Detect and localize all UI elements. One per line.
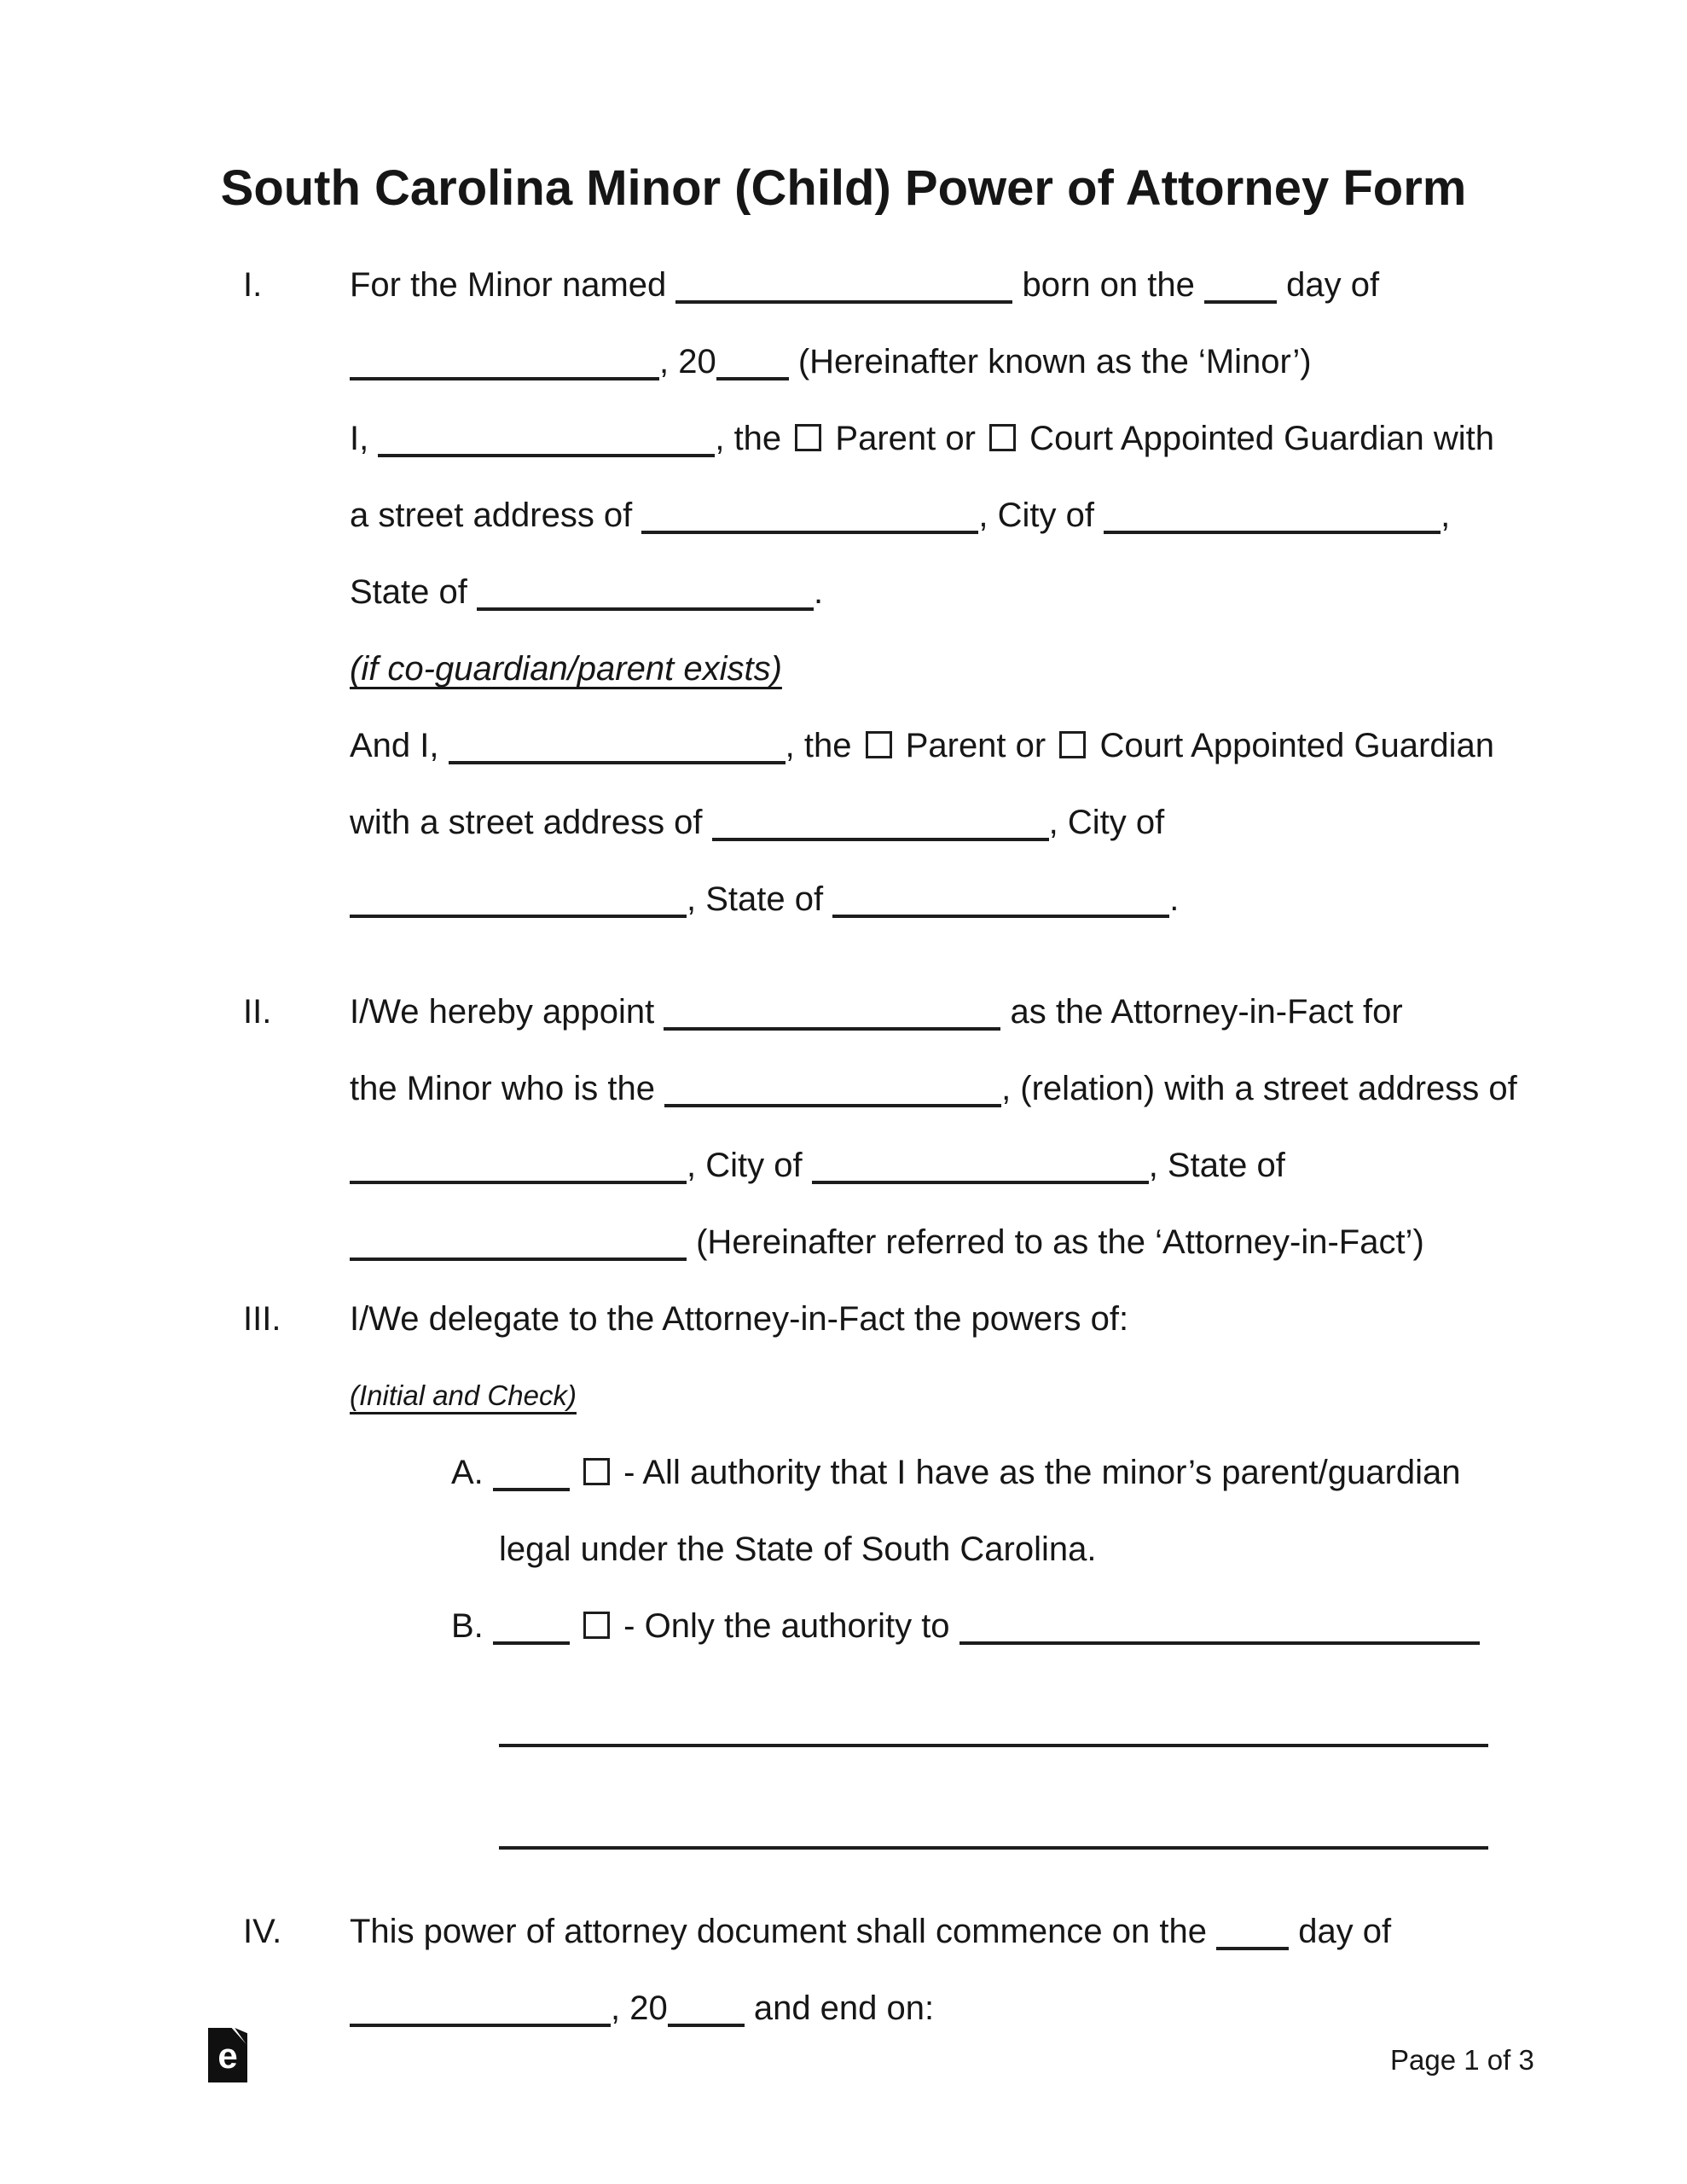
fill-in-blank[interactable] [449, 723, 786, 764]
form-text: , City of [687, 1147, 812, 1184]
form-text: , the [785, 727, 861, 764]
form-text: A. [451, 1454, 493, 1491]
form-text: (Initial and Check) [350, 1380, 577, 1411]
form-text: (Hereinafter known as the ‘Minor’) [788, 343, 1312, 380]
form-text: as the Attorney-in-Fact for [1000, 993, 1403, 1031]
form-text: , the [715, 420, 791, 457]
fill-in-blank[interactable] [378, 416, 715, 457]
form-line [350, 973, 1522, 1050]
form-text: , City of [978, 497, 1104, 534]
form-line [350, 630, 1522, 707]
form-line [350, 400, 1522, 477]
form-line [350, 1204, 1522, 1281]
form-line [499, 1690, 1522, 1767]
section-iv [243, 1893, 1522, 2047]
fill-in-blank[interactable] [493, 1604, 570, 1645]
form-line [350, 1127, 1522, 1204]
fill-in-blank[interactable] [812, 1143, 1149, 1184]
fill-in-blank[interactable] [350, 877, 687, 918]
form-line [350, 247, 1522, 323]
form-line [350, 707, 1522, 784]
section-numeral: II. [243, 993, 272, 1031]
fill-in-blank[interactable] [675, 263, 1012, 304]
form-line [350, 323, 1522, 400]
form-text: (Hereinafter referred to as the ‘Attorney-in-Fact’) [687, 1223, 1424, 1261]
form-line [350, 1970, 1522, 2047]
form-text: - All authority that I have as the minor’s parent/guardian [614, 1454, 1461, 1491]
form-line [451, 1434, 1522, 1511]
form-line [499, 1792, 1522, 1869]
section-numeral: I. [243, 266, 263, 304]
form-text: I/We hereby appoint [350, 993, 664, 1031]
form-line [350, 1281, 1522, 1357]
form-text: , 20 [659, 343, 716, 380]
form-line [451, 1588, 1522, 1664]
form-text: legal under the State of South Carolina. [499, 1531, 1097, 1568]
checkbox[interactable] [866, 731, 892, 758]
fill-in-blank[interactable] [1204, 263, 1277, 304]
fill-in-blank[interactable] [668, 1986, 745, 2027]
form-text: . [1169, 880, 1180, 918]
form-text: , State of [1148, 1147, 1285, 1184]
form-text: Court Appointed Guardian [1090, 727, 1494, 764]
fill-in-blank[interactable] [712, 800, 1049, 841]
form-line [350, 554, 1522, 630]
form-text: This power of attorney document shall commence on the [350, 1913, 1217, 1950]
section-numeral: III. [243, 1300, 281, 1338]
form-text: , State of [687, 880, 833, 918]
fill-in-blank[interactable] [1104, 493, 1441, 534]
form-text: State of [350, 573, 477, 611]
form-text: with a street address of [350, 804, 712, 841]
form-line [350, 784, 1522, 861]
checkbox[interactable] [1059, 731, 1086, 758]
form-text: and end on: [744, 1989, 935, 2027]
form-text: And I, [350, 727, 449, 764]
form-text: B. [451, 1607, 493, 1645]
form-text [570, 1607, 579, 1645]
fill-in-blank[interactable] [499, 1809, 1488, 1850]
fill-in-blank[interactable] [350, 340, 659, 380]
form-text: (if co-guardian/parent exists) [350, 650, 782, 688]
form-text: , [1441, 497, 1451, 534]
form-text: day of [1277, 266, 1380, 304]
fill-in-blank[interactable] [641, 493, 978, 534]
form-text: , (relation) with a street address of [1001, 1070, 1517, 1107]
fill-in-blank[interactable] [499, 1706, 1488, 1747]
section-numeral: IV. [243, 1913, 282, 1950]
form-text: , 20 [611, 1989, 668, 2027]
fill-in-blank[interactable] [716, 340, 789, 380]
document-title: South Carolina Minor (Child) Power of Attorney Form [220, 160, 1467, 216]
form-text: Parent or [896, 727, 1056, 764]
logo-letter: e [217, 2036, 238, 2076]
fill-in-blank[interactable] [664, 1066, 1001, 1107]
fill-in-blank[interactable] [493, 1450, 570, 1491]
fill-in-blank[interactable] [350, 1143, 687, 1184]
fill-in-blank[interactable] [1216, 1909, 1289, 1950]
form-text: , City of [1048, 804, 1165, 841]
form-line [350, 1893, 1522, 1970]
fill-in-blank[interactable] [959, 1604, 1480, 1645]
form-line [350, 861, 1522, 938]
form-text: I/We delegate to the Attorney-in-Fact the powers of: [350, 1300, 1129, 1338]
eforms-logo [208, 2028, 247, 2082]
form-text: Court Appointed Guardian with [1020, 420, 1494, 457]
form-text: . [813, 573, 824, 611]
checkbox[interactable] [583, 1612, 610, 1639]
form-text: I, [350, 420, 379, 457]
checkbox[interactable] [583, 1458, 610, 1485]
form-line [499, 1511, 1522, 1588]
form-line [350, 477, 1522, 554]
form-text: day of [1289, 1913, 1392, 1950]
form-text: the Minor who is the [350, 1070, 665, 1107]
fill-in-blank[interactable] [832, 877, 1169, 918]
checkbox[interactable] [795, 424, 821, 451]
fill-in-blank[interactable] [350, 1986, 611, 2027]
form-text: Parent or [826, 420, 986, 457]
page-number: Page 1 of 3 [1390, 2044, 1534, 2076]
form-body [243, 247, 1522, 2047]
fill-in-blank[interactable] [350, 1220, 687, 1261]
fill-in-blank[interactable] [477, 570, 814, 611]
form-line [350, 1357, 1522, 1434]
section-ii [243, 973, 1522, 1281]
form-line [350, 1050, 1522, 1127]
section-i [243, 247, 1522, 938]
form-text [570, 1454, 579, 1491]
checkbox[interactable] [989, 424, 1016, 451]
form-text: For the Minor named [350, 266, 676, 304]
section-iii [243, 1281, 1522, 1869]
form-text: born on the [1012, 266, 1204, 304]
fill-in-blank[interactable] [664, 990, 1000, 1031]
form-text: a street address of [350, 497, 642, 534]
form-text: - Only the authority to [614, 1607, 959, 1645]
